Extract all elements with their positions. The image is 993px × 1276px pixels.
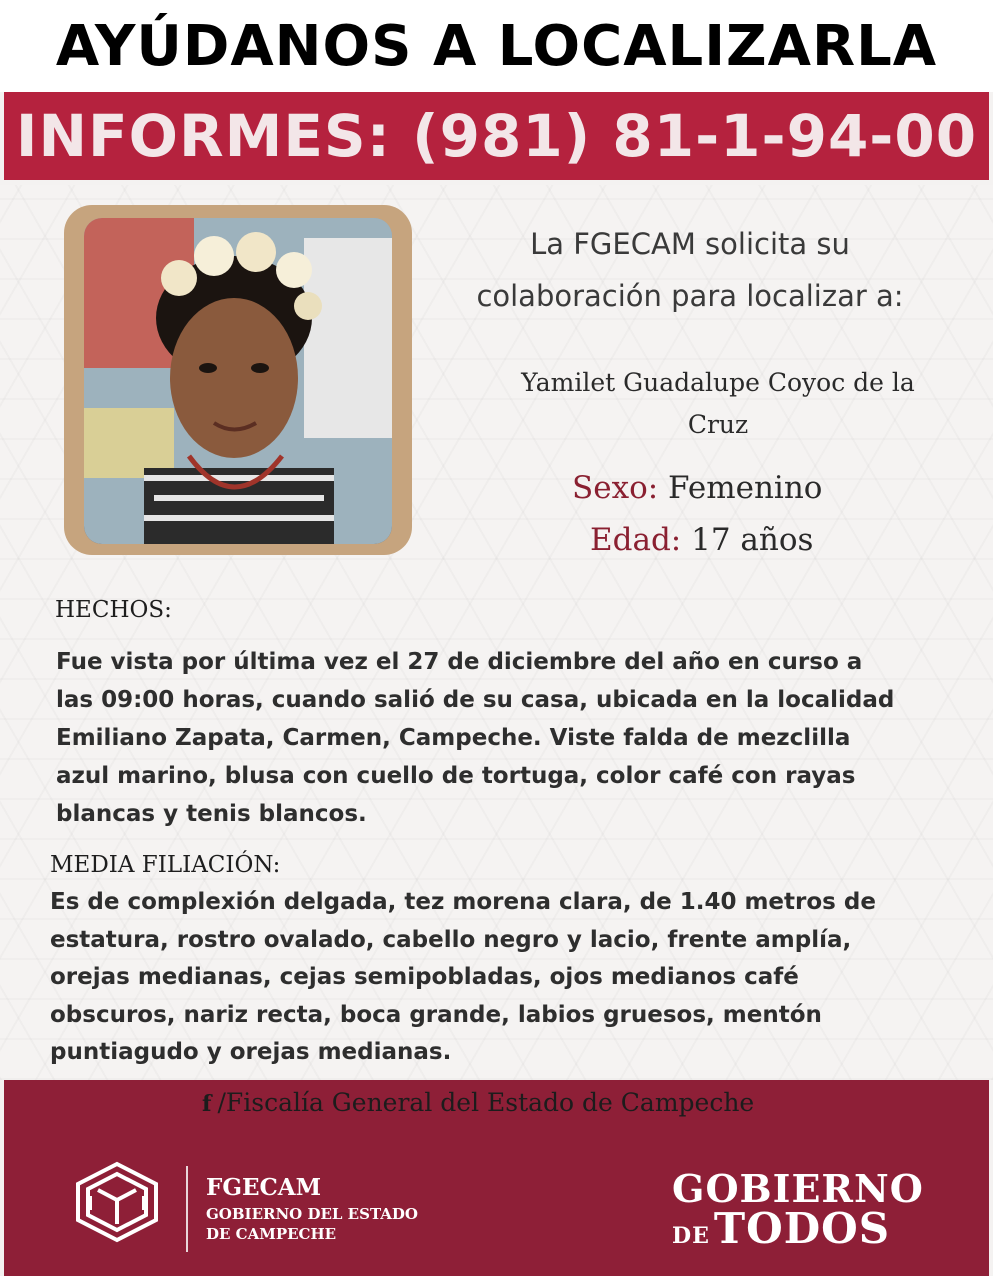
hechos-paragraph: [56, 643, 931, 833]
gobierno-wordmark: GOBIERNO: [672, 1166, 924, 1211]
person-name: [500, 362, 936, 446]
missing-person-photo: [84, 218, 392, 544]
todos-word: TODOS: [713, 1204, 891, 1253]
intro-line-2: colaboración para localizar a:: [476, 279, 904, 313]
person-name-line-2: Cruz: [687, 410, 749, 439]
facebook-icon: f: [202, 1091, 212, 1117]
filiacion-line: orejas medianas, cejas semipobladas, ojos medianos café: [50, 964, 799, 990]
facebook-text: /Fiscalía General del Estado de Campeche: [217, 1088, 755, 1117]
filiacion-line: Es de complexión delgada, tez morena clara, de 1.40 metros de: [50, 889, 876, 915]
hechos-line: blancas y tenis blancos.: [56, 801, 367, 827]
de-word: DE: [672, 1223, 710, 1249]
filiacion-line: puntiagudo y orejas medianas.: [50, 1039, 452, 1065]
brand-divider: [186, 1166, 188, 1252]
informes-phone-banner: INFORMES: (981) 81-1-94-00: [4, 92, 989, 180]
sex-label: Sexo:: [572, 470, 659, 506]
sex-value: Femenino: [668, 470, 823, 506]
page-title: AYÚDANOS A LOCALIZARLA: [0, 0, 993, 92]
portrait-illustration: [84, 218, 392, 544]
intro-line-1: La FGECAM solicita su: [530, 227, 850, 261]
facebook-link[interactable]: [202, 1088, 754, 1117]
hechos-line: Emiliano Zapata, Carmen, Campeche. Viste falda de mezclilla: [56, 725, 851, 751]
brand-subtitle-line-2: DE CAMPECHE: [206, 1225, 337, 1243]
filiacion-line: obscuros, nariz recta, boca grande, labios gruesos, mentón: [50, 1001, 822, 1028]
age-value: 17 años: [691, 522, 814, 558]
age-label: Edad:: [590, 522, 682, 558]
hechos-line: las 09:00 horas, cuando salió de su casa, ubicada en la localidad: [56, 687, 895, 713]
media-filiacion-heading: MEDIA FILIACIÓN:: [50, 852, 281, 878]
media-filiacion-paragraph: [50, 884, 923, 1072]
age-field: [590, 522, 813, 558]
brand-subtitle: [206, 1204, 446, 1244]
hechos-heading: HECHOS:: [55, 597, 172, 623]
hechos-line: azul marino, blusa con cuello de tortuga, color café con rayas: [56, 763, 856, 789]
brand-name: FGECAM: [206, 1174, 322, 1201]
fgecam-logo-icon: [68, 1160, 166, 1244]
de-todos-wordmark: [672, 1204, 890, 1253]
person-name-line-1: Yamilet Guadalupe Coyoc de la: [521, 368, 915, 397]
hechos-line: Fue vista por última vez el 27 de diciembre del año en curso a: [56, 649, 863, 675]
sex-field: [572, 470, 822, 506]
brand-subtitle-line-1: GOBIERNO DEL ESTADO: [206, 1205, 418, 1223]
filiacion-line: estatura, rostro ovalado, cabello negro y lacio, frente amplía,: [50, 926, 852, 953]
intro-text: [430, 218, 950, 322]
